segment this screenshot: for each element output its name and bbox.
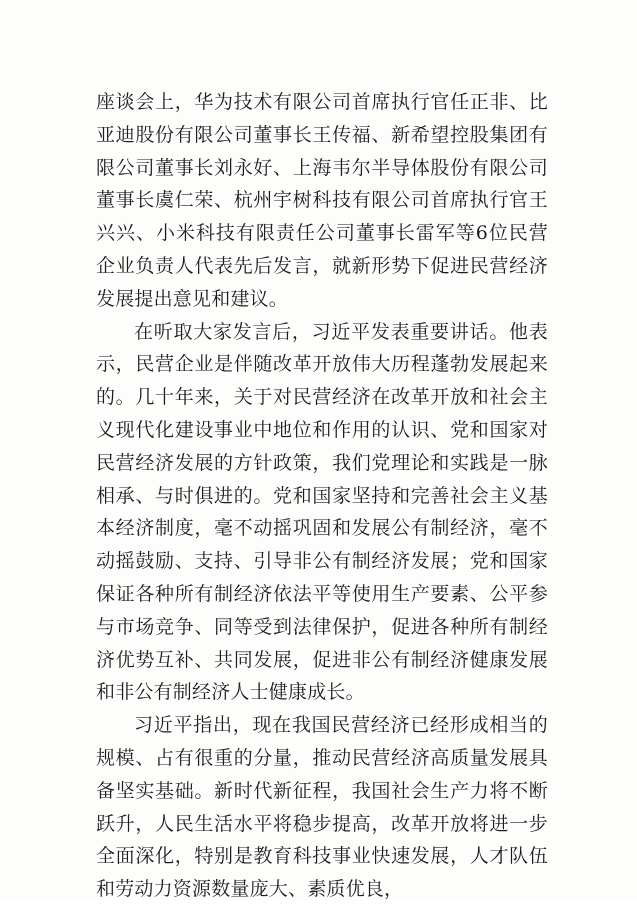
paragraph-1: 座谈会上，华为技术有限公司首席执行官任正非、比亚迪股份有限公司董事长王传福、新希望控股集团有限公司董事长刘永好、上海韦尔半导体股份有限公司董事长虞仁荣、杭州宇树科技有限公司首席执行官王兴兴、小米科技有限责任公司董事长雷军等6位民营企业负责人代表先后发言，就新形势下促进民营经济发展提出意见和建议。 — [96, 91, 548, 310]
paragraph-3: 习近平指出，现在我国民营经济已经形成相当的规模、占有很重的分量，推动民营经济高质量发展具备坚实基础。新时代新征程，我国社会生产力将不断跃升，人民生活水平将稳步提高，改革开放将进一步全面深化，特别是教育科技事业快速发展，人才队伍和劳动力资源数量庞大、素质优良， — [96, 714, 548, 901]
paragraph-2: 在听取大家发言后，习近平发表重要讲话。他表示，民营企业是伴随改革开放伟大历程蓬勃发展起来的。几十年来，关于对民营经济在改革开放和社会主义现代化建设事业中地位和作用的认识、党和国家对民营经济发展的方针政策，我们党理论和实践是一脉相承、与时俱进的。党和国家坚持和完善社会主义基本经济制度，毫不动摇巩固和发展公有制经济，毫不动摇鼓励、支持、引导非公有制经济发展；党和国家保证各种所有制经济依法平等使用生产要素、公平参与市场竞争、同等受到法律保护，促进各种所有制经济优势互补、共同发展，促进非公有制经济健康发展和非公有制经济人士健康成长。 — [96, 320, 548, 704]
document-body — [96, 86, 548, 906]
